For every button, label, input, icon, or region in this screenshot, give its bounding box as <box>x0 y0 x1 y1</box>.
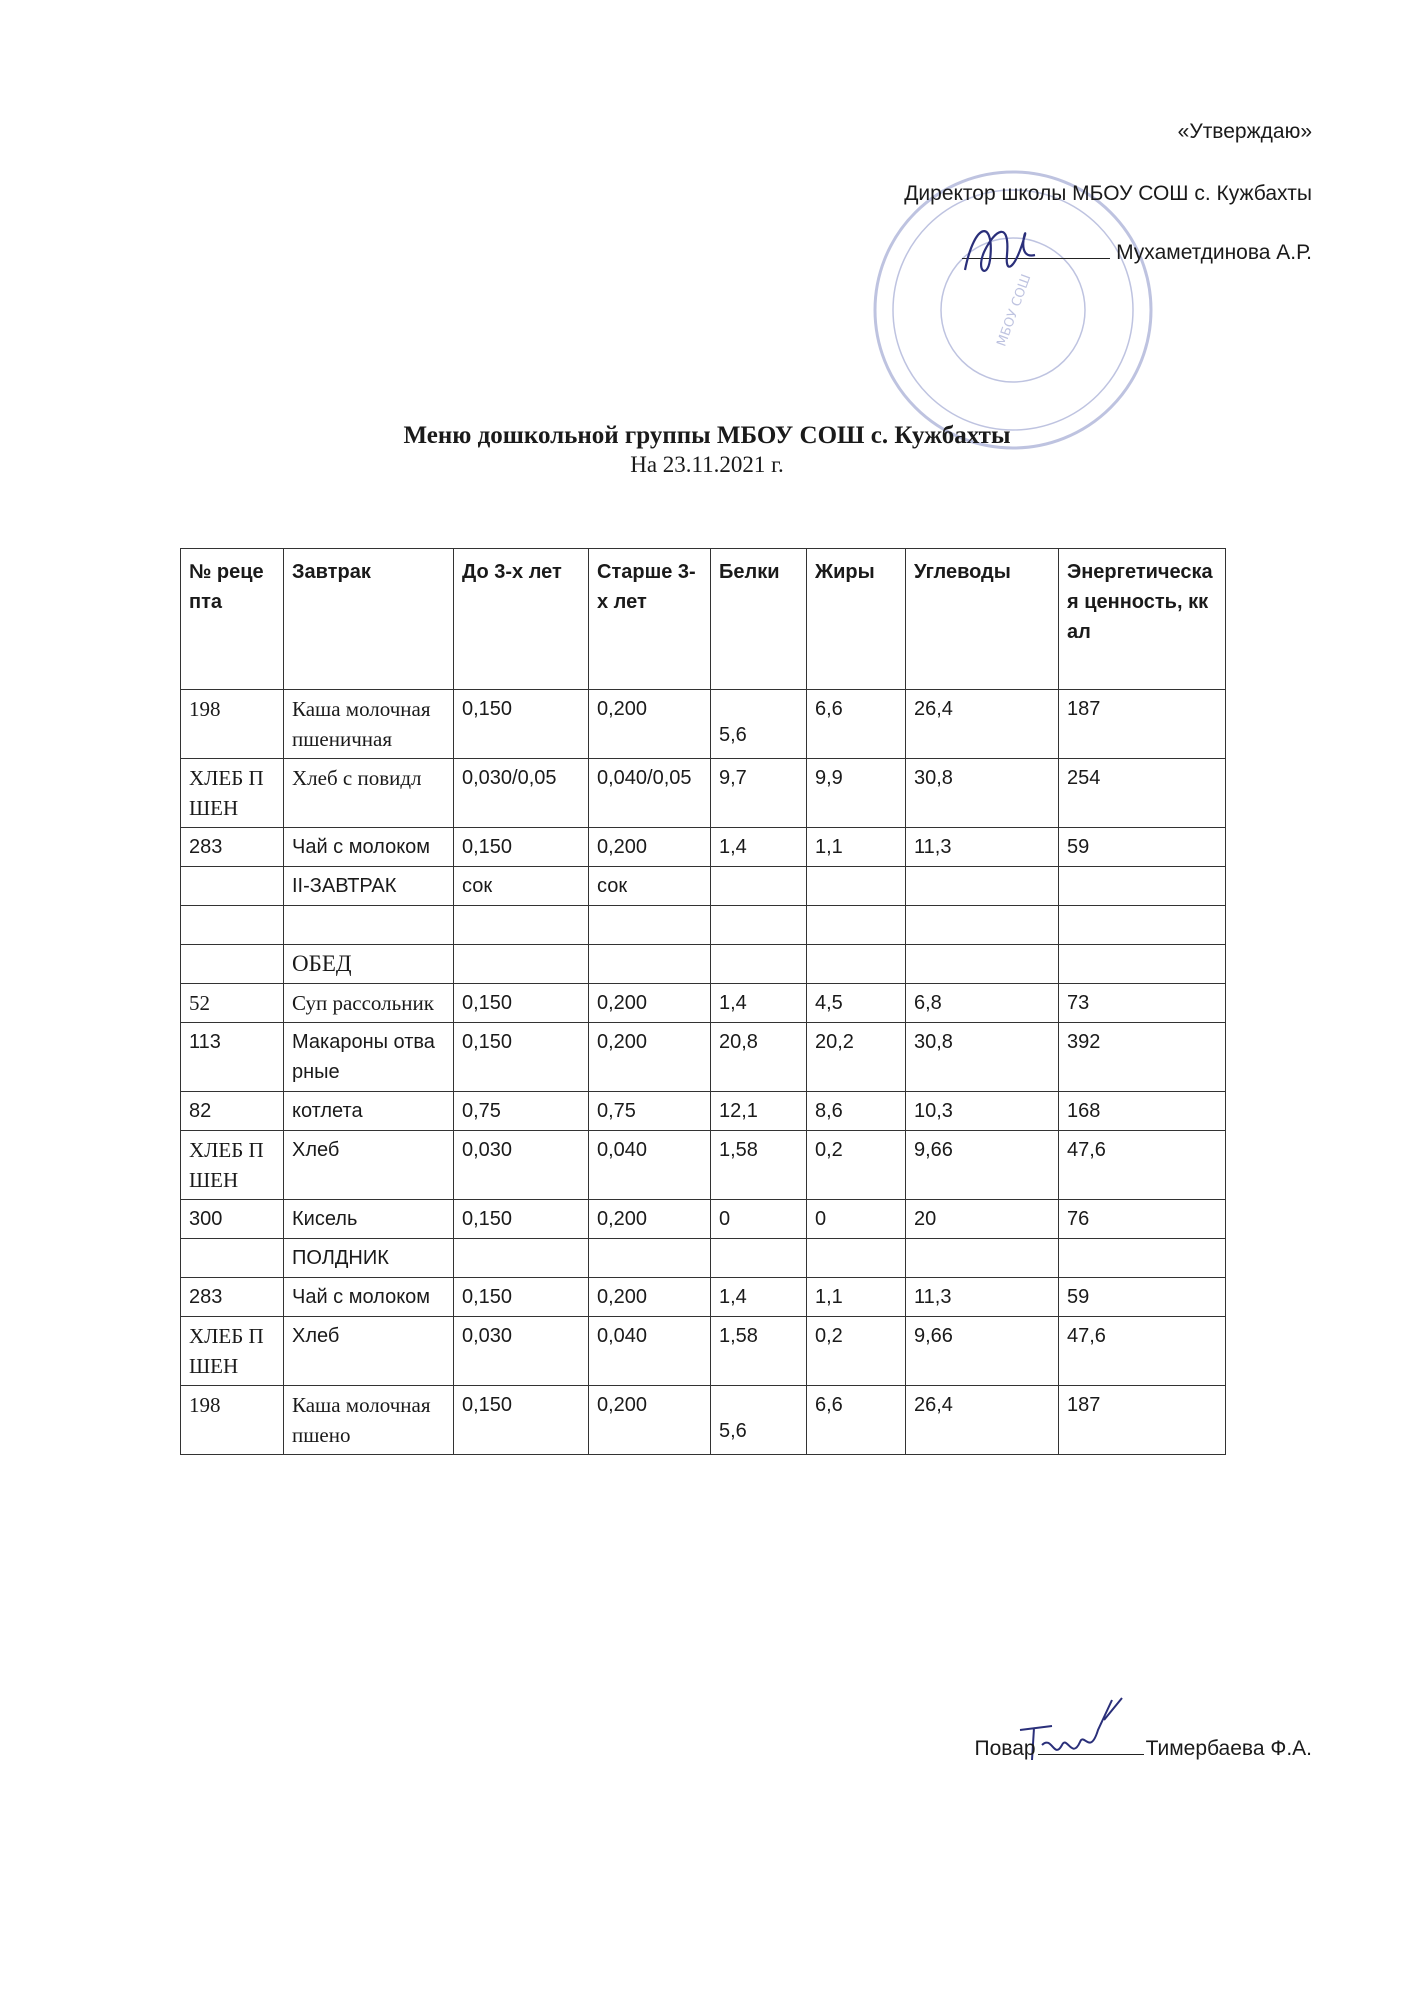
table-row <box>181 1023 1226 1092</box>
cell-carbs: 20 <box>906 1200 1059 1239</box>
header-over3: Старше 3-х лет <box>589 549 711 690</box>
director-name: Мухаметдинова А.Р. <box>1116 241 1312 264</box>
table-row <box>181 828 1226 867</box>
approval-word: «Утверждаю» <box>1177 120 1312 143</box>
table-row <box>181 1092 1226 1131</box>
cell-empty <box>589 945 711 984</box>
cell-protein: 0 <box>711 1200 807 1239</box>
cell-under3: сок <box>454 867 589 906</box>
cell-carbs <box>906 867 1059 906</box>
cell-empty <box>807 945 906 984</box>
header-recipe: № рецепта <box>181 549 284 690</box>
cell-dish: Хлеб <box>284 1131 454 1200</box>
cell-kcal: 254 <box>1059 759 1226 828</box>
cell-dish: Суп рассольник <box>284 984 454 1023</box>
cell-recipe: ХЛЕБ ПШЕН <box>181 759 284 828</box>
cell-protein: 9,7 <box>711 759 807 828</box>
cell-empty <box>906 906 1059 945</box>
cell-carbs: 10,3 <box>906 1092 1059 1131</box>
svg-text:МБОУ СОШ: МБОУ СОШ <box>994 272 1035 349</box>
cell-under3: 0,150 <box>454 984 589 1023</box>
cell-empty <box>906 1239 1059 1278</box>
cell-empty <box>807 906 906 945</box>
cell-kcal: 76 <box>1059 1200 1226 1239</box>
table-row <box>181 1239 1226 1278</box>
cell-empty <box>807 1239 906 1278</box>
cell-fat: 1,1 <box>807 828 906 867</box>
cell-protein: 5,6 <box>711 690 807 759</box>
cell-empty <box>589 1239 711 1278</box>
cell-protein: 20,8 <box>711 1023 807 1092</box>
cell-recipe: 82 <box>181 1092 284 1131</box>
cell-protein: 5,6 <box>711 1386 807 1455</box>
cell-under3: 0,150 <box>454 1023 589 1092</box>
cell-kcal: 187 <box>1059 1386 1226 1455</box>
cell-over3: сок <box>589 867 711 906</box>
cell-recipe: ХЛЕБ ПШЕН <box>181 1317 284 1386</box>
document-date: На 23.11.2021 г. <box>630 452 784 477</box>
cell-dish: Чай с молоком <box>284 828 454 867</box>
cell-fat <box>807 867 906 906</box>
cell-kcal: 47,6 <box>1059 1131 1226 1200</box>
cell-carbs: 26,4 <box>906 1386 1059 1455</box>
cell-under3: 0,150 <box>454 1200 589 1239</box>
cell-empty <box>454 906 589 945</box>
cell-kcal <box>1059 867 1226 906</box>
cell-protein: 12,1 <box>711 1092 807 1131</box>
cell-fat: 20,2 <box>807 1023 906 1092</box>
section-second-breakfast: II-ЗАВТРАК <box>284 867 454 906</box>
cell-recipe: 198 <box>181 690 284 759</box>
cell-empty <box>589 906 711 945</box>
cell-dish: Чай с молоком <box>284 1278 454 1317</box>
cell-empty <box>181 906 284 945</box>
section-afternoon-snack: ПОЛДНИК <box>284 1239 454 1278</box>
cell-over3: 0,040 <box>589 1131 711 1200</box>
header-fat: Жиры <box>807 549 906 690</box>
cell-under3: 0,150 <box>454 690 589 759</box>
cell-empty <box>284 906 454 945</box>
cell-dish: Кисель <box>284 1200 454 1239</box>
cell-protein: 1,4 <box>711 1278 807 1317</box>
table-row <box>181 1317 1226 1386</box>
cell-empty <box>711 906 807 945</box>
cell-empty <box>906 945 1059 984</box>
cell-dish: Макароны отварные <box>284 1023 454 1092</box>
cell-recipe <box>181 1239 284 1278</box>
table-row <box>181 1278 1226 1317</box>
cell-recipe: 283 <box>181 1278 284 1317</box>
cell-empty <box>1059 906 1226 945</box>
cell-empty <box>711 945 807 984</box>
header-under3: До 3-х лет <box>454 549 589 690</box>
cell-over3: 0,200 <box>589 1200 711 1239</box>
cell-recipe: 283 <box>181 828 284 867</box>
cell-under3: 0,030 <box>454 1317 589 1386</box>
cell-under3: 0,030 <box>454 1131 589 1200</box>
cell-dish: котлета <box>284 1092 454 1131</box>
cell-carbs: 9,66 <box>906 1317 1059 1386</box>
cell-kcal: 392 <box>1059 1023 1226 1092</box>
cell-kcal: 187 <box>1059 690 1226 759</box>
section-lunch: ОБЕД <box>284 945 454 984</box>
cook-signature <box>1012 1690 1132 1780</box>
cell-under3: 0,75 <box>454 1092 589 1131</box>
cell-fat: 8,6 <box>807 1092 906 1131</box>
cell-carbs: 30,8 <box>906 759 1059 828</box>
cell-kcal: 59 <box>1059 828 1226 867</box>
cell-recipe: 300 <box>181 1200 284 1239</box>
cell-over3: 0,75 <box>589 1092 711 1131</box>
cell-recipe <box>181 945 284 984</box>
cell-fat: 0,2 <box>807 1317 906 1386</box>
cell-protein: 1,4 <box>711 984 807 1023</box>
cook-signature-line <box>975 1736 1312 1761</box>
cell-over3: 0,200 <box>589 1023 711 1092</box>
table-row <box>181 867 1226 906</box>
cell-over3: 0,200 <box>589 1278 711 1317</box>
director-signature <box>955 210 1045 290</box>
cell-empty <box>454 1239 589 1278</box>
cell-empty <box>711 1239 807 1278</box>
table-row <box>181 1386 1226 1455</box>
header-carbs: Углеводы <box>906 549 1059 690</box>
cell-dish: Каша молочная пшено <box>284 1386 454 1455</box>
cell-carbs: 11,3 <box>906 828 1059 867</box>
cell-over3: 0,200 <box>589 984 711 1023</box>
cell-kcal: 168 <box>1059 1092 1226 1131</box>
cell-fat: 0,2 <box>807 1131 906 1200</box>
cell-fat: 0 <box>807 1200 906 1239</box>
header-breakfast: Завтрак <box>284 549 454 690</box>
cell-kcal: 59 <box>1059 1278 1226 1317</box>
cell-carbs: 11,3 <box>906 1278 1059 1317</box>
cell-dish: Хлеб <box>284 1317 454 1386</box>
cell-empty <box>1059 1239 1226 1278</box>
approval-director-title: Директор школы МБОУ СОШ с. Кужбахты <box>904 182 1312 205</box>
cell-under3: 0,150 <box>454 1278 589 1317</box>
cell-under3: 0,150 <box>454 828 589 867</box>
cell-empty <box>454 945 589 984</box>
table-row <box>181 945 1226 984</box>
cook-label: Повар <box>974 1737 1036 1760</box>
cell-dish: Каша молочная пшеничная <box>284 690 454 759</box>
cell-recipe: 113 <box>181 1023 284 1092</box>
cell-kcal: 47,6 <box>1059 1317 1226 1386</box>
school-stamp <box>868 165 1158 455</box>
cell-carbs: 26,4 <box>906 690 1059 759</box>
cell-empty <box>1059 945 1226 984</box>
header-kcal: Энергетическая ценность, ккал <box>1059 549 1226 690</box>
cell-carbs: 9,66 <box>906 1131 1059 1200</box>
cell-fat: 6,6 <box>807 1386 906 1455</box>
cell-protein: 1,58 <box>711 1131 807 1200</box>
cell-over3: 0,200 <box>589 828 711 867</box>
cell-recipe: ХЛЕБ ПШЕН <box>181 1131 284 1200</box>
cell-recipe: 52 <box>181 984 284 1023</box>
cell-over3: 0,200 <box>589 1386 711 1455</box>
header-protein: Белки <box>711 549 807 690</box>
table-row-empty <box>181 906 1226 945</box>
cell-kcal: 73 <box>1059 984 1226 1023</box>
cell-over3: 0,040/0,05 <box>589 759 711 828</box>
cell-under3: 0,150 <box>454 1386 589 1455</box>
cell-under3: 0,030/0,05 <box>454 759 589 828</box>
cell-carbs: 6,8 <box>906 984 1059 1023</box>
document-title: Меню дошкольной группы МБОУ СОШ с. Кужбахты <box>403 422 1011 449</box>
menu-table <box>180 548 1226 1455</box>
document-heading <box>0 422 1414 478</box>
cell-fat: 4,5 <box>807 984 906 1023</box>
cell-recipe <box>181 867 284 906</box>
cell-recipe: 198 <box>181 1386 284 1455</box>
table-row <box>181 984 1226 1023</box>
cell-dish: Хлеб с повидл <box>284 759 454 828</box>
signature-underline <box>1038 1736 1144 1755</box>
cell-protein: 1,4 <box>711 828 807 867</box>
cell-fat: 1,1 <box>807 1278 906 1317</box>
cook-name: Тимербаева Ф.А. <box>1145 1737 1312 1760</box>
cell-fat: 6,6 <box>807 690 906 759</box>
cell-fat: 9,9 <box>807 759 906 828</box>
cell-carbs: 30,8 <box>906 1023 1059 1092</box>
table-row <box>181 690 1226 759</box>
table-row <box>181 1200 1226 1239</box>
cell-over3: 0,040 <box>589 1317 711 1386</box>
cell-over3: 0,200 <box>589 690 711 759</box>
table-header-row <box>181 549 1226 690</box>
table-row <box>181 1131 1226 1200</box>
cell-protein <box>711 867 807 906</box>
table-row <box>181 759 1226 828</box>
cell-protein: 1,58 <box>711 1317 807 1386</box>
